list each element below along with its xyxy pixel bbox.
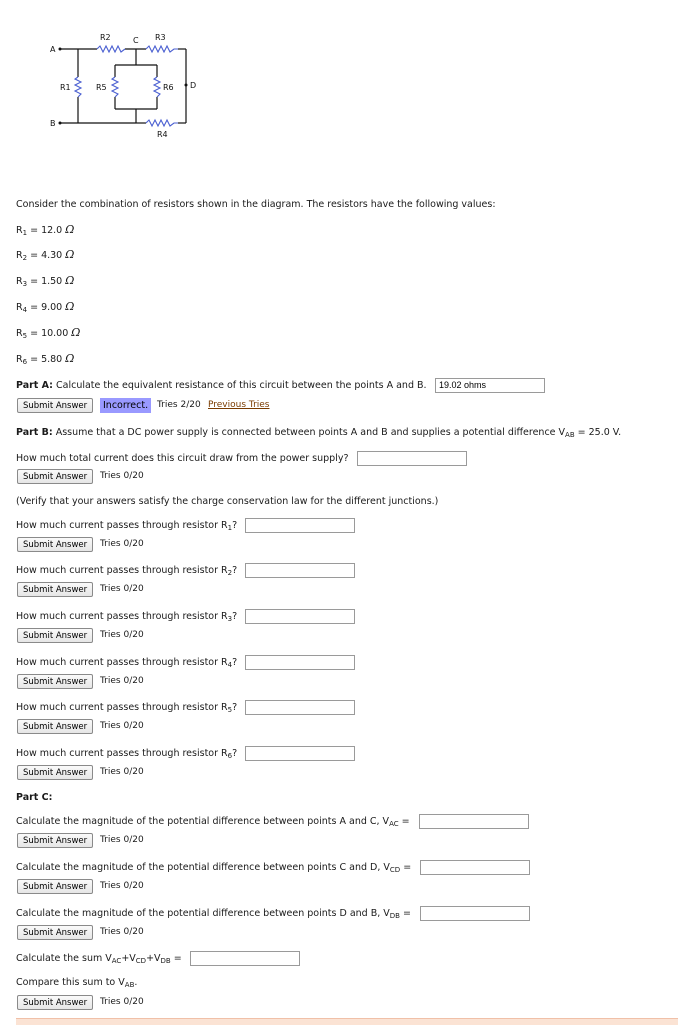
sum-tries: Tries 0/20 <box>100 997 144 1007</box>
resistor-r3 <box>146 46 178 52</box>
current-r5-submit-button[interactable]: Submit Answer <box>17 719 93 734</box>
resistor-r2 <box>97 46 125 52</box>
current-r6-submit-button[interactable]: Submit Answer <box>17 765 93 780</box>
vdb-tries: Tries 0/20 <box>100 927 144 937</box>
current-r2-tries: Tries 0/20 <box>100 584 144 594</box>
current-r6-question: How much current passes through resistor $R_6$? <box>16 748 238 760</box>
total-current-tries: Tries 0/20 <box>100 471 144 481</box>
r4-label: R4 <box>157 130 168 139</box>
value-r1: $R_1 = 12.0$ Ω <box>16 223 75 237</box>
current-r3-question: How much current passes through resistor $R_3$? <box>16 611 238 623</box>
part-a-answer-input[interactable]: 19.02 ohms <box>435 378 545 393</box>
r3-label: R3 <box>155 33 166 42</box>
current-r1-question: How much current passes through resistor $R_1$? <box>16 520 238 532</box>
resistor-r4 <box>146 120 178 126</box>
vdb-submit-button[interactable]: Submit Answer <box>17 925 93 940</box>
r2-label: R2 <box>100 33 111 42</box>
current-r3-submit-button[interactable]: Submit Answer <box>17 628 93 643</box>
current-r4-input[interactable] <box>245 655 355 670</box>
sum-input[interactable] <box>190 951 300 966</box>
resistor-r5 <box>112 77 118 97</box>
current-r1-submit-button[interactable]: Submit Answer <box>17 537 93 552</box>
vac-question: Calculate the magnitude of the potential difference between points A and C, $V_{AC}$ = <box>16 816 410 828</box>
resistor-r6 <box>154 77 160 97</box>
node-b-label: B <box>50 119 56 128</box>
compare-text: Compare this sum to $V_{AB}$. <box>16 977 138 989</box>
node-a-label: A <box>50 45 56 54</box>
current-r1-tries: Tries 0/20 <box>100 539 144 549</box>
value-r3: $R_3 = 1.50$ Ω <box>16 274 75 288</box>
current-r5-input[interactable] <box>245 700 355 715</box>
part-a-submit-button[interactable]: Submit Answer <box>17 398 93 413</box>
current-r4-question: How much current passes through resistor $R_4$? <box>16 657 238 669</box>
current-r6-tries: Tries 0/20 <box>100 767 144 777</box>
vac-input[interactable] <box>419 814 529 829</box>
vcd-tries: Tries 0/20 <box>100 881 144 891</box>
value-r4: $R_4 = 9.00$ Ω <box>16 300 75 314</box>
current-r2-input[interactable] <box>245 563 355 578</box>
vac-submit-button[interactable]: Submit Answer <box>17 833 93 848</box>
r5-label: R5 <box>96 83 107 92</box>
resistor-r1 <box>75 77 81 97</box>
part-c-heading: Part C: <box>16 792 53 803</box>
sum-submit-button[interactable]: Submit Answer <box>17 995 93 1010</box>
r6-label: R6 <box>163 83 174 92</box>
current-r5-tries: Tries 0/20 <box>100 721 144 731</box>
previous-tries-link[interactable]: Previous Tries <box>208 400 270 410</box>
current-r4-submit-button[interactable]: Submit Answer <box>17 674 93 689</box>
verify-note: (Verify that your answers satisfy the charge conservation law for the different junctions.) <box>16 496 439 507</box>
vdb-question: Calculate the magnitude of the potential difference between points D and B, $V_{DB}$ = <box>16 908 411 920</box>
sum-question: Calculate the sum $V_{AC}+V_{CD}+V_{DB}$ = <box>16 953 182 965</box>
vcd-input[interactable] <box>420 860 530 875</box>
current-r3-tries: Tries 0/20 <box>100 630 144 640</box>
incorrect-badge: Incorrect. <box>100 398 151 413</box>
value-r6: $R_6 = 5.80$ Ω <box>16 352 75 366</box>
current-r1-input[interactable] <box>245 518 355 533</box>
total-current-input[interactable] <box>357 451 467 466</box>
problem-intro: Consider the combination of resistors shown in the diagram. The resistors have the following values: <box>16 199 496 210</box>
vcd-question: Calculate the magnitude of the potential difference between points C and D, $V_{CD}$ = <box>16 862 412 874</box>
r1-label: R1 <box>60 83 71 92</box>
total-current-question: How much total current does this circuit draw from the power supply? <box>16 453 349 464</box>
current-r2-submit-button[interactable]: Submit Answer <box>17 582 93 597</box>
value-r2: $R_2 = 4.30$ Ω <box>16 248 75 262</box>
value-r5: $R_5 = 10.00$ Ω <box>16 326 81 340</box>
vac-tries: Tries 0/20 <box>100 835 144 845</box>
vcd-submit-button[interactable]: Submit Answer <box>17 879 93 894</box>
node-c-label: C <box>133 36 139 45</box>
current-r5-question: How much current passes through resistor $R_5$? <box>16 702 238 714</box>
current-r4-tries: Tries 0/20 <box>100 676 144 686</box>
part-b-intro: Part B: Assume that a DC power supply is connected between points A and B and supplies a potential difference $V_{AB} = 25.0$ V. <box>16 427 622 439</box>
vdb-input[interactable] <box>420 906 530 921</box>
circuit-diagram <box>38 25 213 145</box>
current-r6-input[interactable] <box>245 746 355 761</box>
part-a-question: Part A: Calculate the equivalent resistance of this circuit between the points A and B. <box>16 380 427 391</box>
part-a-tries: Tries 2/20 <box>157 400 201 410</box>
total-current-submit-button[interactable]: Submit Answer <box>17 469 93 484</box>
node-d-label: D <box>190 81 197 90</box>
current-r3-input[interactable] <box>245 609 355 624</box>
current-r2-question: How much current passes through resistor $R_2$? <box>16 565 238 577</box>
